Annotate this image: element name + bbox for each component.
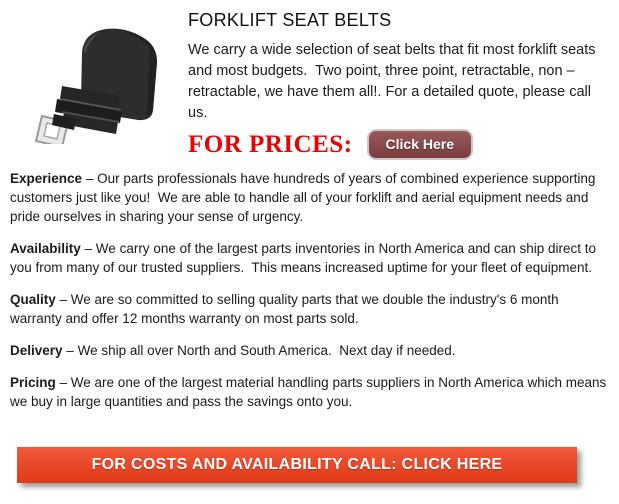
feature-experience	[10, 169, 607, 226]
feature-quality	[10, 290, 607, 328]
feature-quality-text: – We are so committed to selling quality parts that we double the industry's 6 month warranty and offer 12 months warranty on most parts sold.	[10, 292, 563, 326]
feature-pricing-label: Pricing	[10, 375, 56, 390]
feature-pricing-text: – We are one of the largest material handling parts suppliers in North America which means we buy in large quantities and pass the savings onto you.	[10, 375, 611, 409]
click-here-button[interactable]: Click Here	[367, 129, 473, 160]
prices-row	[188, 129, 614, 160]
seat-belt-icon	[24, 20, 176, 144]
header-block	[188, 8, 614, 160]
intro-paragraph: We carry a wide selection of seat belts that fit most forklift seats and most budgets. Two point, three point, retractable, non – retractable, we have them all!. For a detailed quote, please call us.	[188, 42, 600, 121]
for-prices-label: FOR PRICES:	[188, 130, 353, 158]
feature-experience-label: Experience	[10, 171, 83, 186]
feature-pricing	[10, 373, 611, 411]
feature-availability	[10, 239, 607, 277]
top-section	[0, 0, 619, 160]
features-section	[0, 160, 619, 411]
feature-delivery-text: – We ship all over North and South America. Next day if needed.	[66, 343, 456, 358]
feature-availability-text: – We carry one of the largest parts inventories in North America and can ship direct to you from many of our trusted suppliers. This means increased uptime for your fleet of equipment.	[10, 241, 600, 275]
feature-quality-label: Quality	[10, 292, 56, 307]
feature-delivery	[10, 341, 607, 360]
feature-experience-text: – Our parts professionals have hundreds of years of combined experience supporting customers just like you! We are able to handle all of your forklift and aerial equipment needs and pride ourselves in sharing your sense of urgency.	[10, 171, 600, 224]
page-title: FORKLIFT SEAT BELTS	[188, 10, 392, 30]
feature-availability-label: Availability	[10, 241, 81, 256]
seat-belt-image	[24, 20, 176, 144]
footer-cta-banner[interactable]: FOR COSTS AND AVAILABILITY CALL: CLICK HERE	[17, 447, 577, 483]
feature-delivery-label: Delivery	[10, 343, 63, 358]
